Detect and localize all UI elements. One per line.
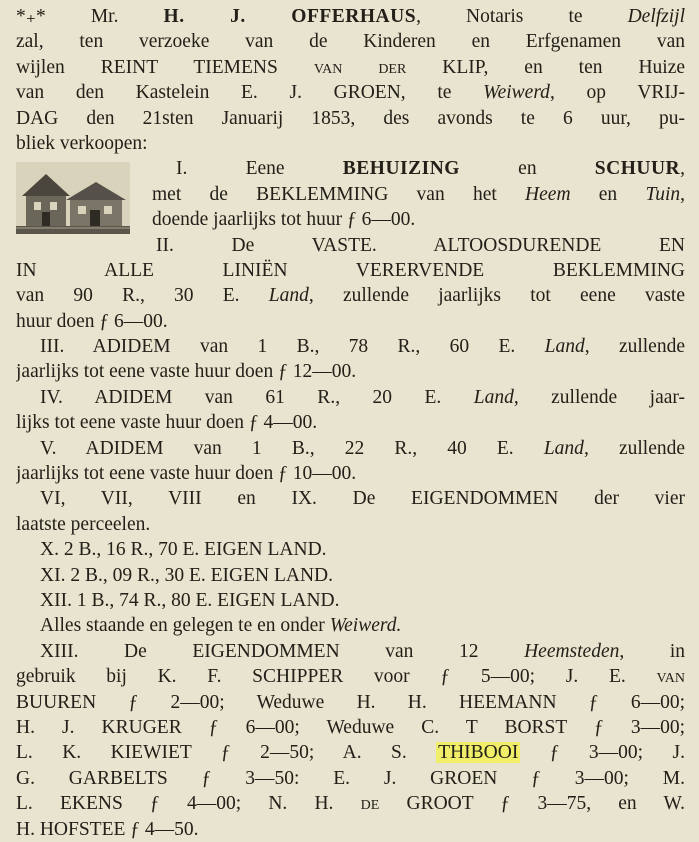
notice-line-23: XI. 2 B., 09 R., 30 E. EIGEN LAND. [40, 564, 334, 586]
notice-line-6: bliek verkoopen: [16, 132, 148, 154]
notice-line-14: III. ADIDEM van 1 B., 78 R., 60 E. Land, zullende [40, 336, 685, 358]
notice-line-9: doende jaarlijks tot huur ƒ 6—00. [152, 209, 416, 231]
notice-line-31: G. GARBELTS ƒ 3—50: E. J. GROEN ƒ 3—00; M. [16, 767, 685, 789]
notice-line-22: X. 2 B., 16 R., 70 E. EIGEN LAND. [40, 539, 327, 561]
house-illustration-icon [16, 162, 130, 234]
notice-line-24: XII. 1 B., 74 R., 80 E. EIGEN LAND. [40, 589, 340, 611]
notice-line-28: BUUREN ƒ 2—00; Weduwe H. H. HEEMANN ƒ 6—00; [16, 691, 685, 713]
notice-line-3: wijlen REINT TIEMENS van der KLIP, en ten Huize [16, 56, 685, 78]
notice-line-32: L. EKENS ƒ 4—00; N. H. de GROOT ƒ 3—75, en W. [16, 793, 685, 815]
notice-line-13: huur doen ƒ 6—00. [16, 310, 168, 332]
notice-line-5: DAG den 21sten Januarij 1853, des avonds te 6 uur, pu- [16, 107, 685, 129]
notice-line-1: *₊* Mr. H. J. OFFERHAUS, Notaris te Delfzijl [16, 6, 685, 27]
notice-line-11: IN ALLE LINIËN VERERVENDE BEKLEMMING [16, 259, 685, 281]
notice-line-4: van den Kastelein E. J. GROEN, te Weiwerd, op VRIJ- [16, 82, 685, 104]
notice-line-16: IV. ADIDEM van 61 R., 20 E. Land, zullende jaar- [40, 386, 685, 408]
notice-line-27: gebruik bij K. F. SCHIPPER voor ƒ 5—00; J. E. van [16, 666, 685, 688]
notice-line-21: laatste perceelen. [16, 513, 151, 535]
notice-line-10: II. De VASTE. ALTOOSDURENDE EN [156, 234, 685, 256]
notice-line-15: jaarlijks tot eene vaste huur doen ƒ 12—00. [16, 361, 357, 383]
notice-line-19: jaarlijks tot eene vaste huur doen ƒ 10—00. [16, 463, 357, 485]
notice-line-18: V. ADIDEM van 1 B., 22 R., 40 E. Land, zullende [40, 437, 685, 459]
notice-line-33: H. HOFSTEE ƒ 4—50. [16, 818, 199, 840]
notice-line-26: XIII. De EIGENDOMMEN van 12 Heemsteden, in [40, 640, 685, 662]
notice-line-2: zal, ten verzoeke van de Kinderen en Erfgenamen van [16, 31, 685, 53]
notice-line-25: Alles staande en gelegen te en onder Weiwerd. [40, 615, 402, 637]
notice-line-30: L. K. KIEWIET ƒ 2—50; A. S. THIBOOI ƒ 3—00; J. [16, 742, 685, 764]
notice-line-29: H. J. KRUGER ƒ 6—00; Weduwe C. T BORST ƒ 3—00; [16, 716, 685, 738]
notice-line-20: VI, VII, VIII en IX. De EIGENDOMMEN der vier [40, 488, 685, 510]
notice-line-12: van 90 R., 30 E. Land, zullende jaarlijks tot eene vaste [16, 285, 685, 307]
highlighted-name: THIBOOI [438, 742, 519, 764]
notice-line-7: I. Eene BEHUIZING en SCHUUR, [176, 158, 685, 180]
notice-line-17: lijks tot eene vaste huur doen ƒ 4—00. [16, 412, 318, 434]
notice-line-8: met de BEKLEMMING van het Heem en Tuin, [152, 183, 685, 205]
